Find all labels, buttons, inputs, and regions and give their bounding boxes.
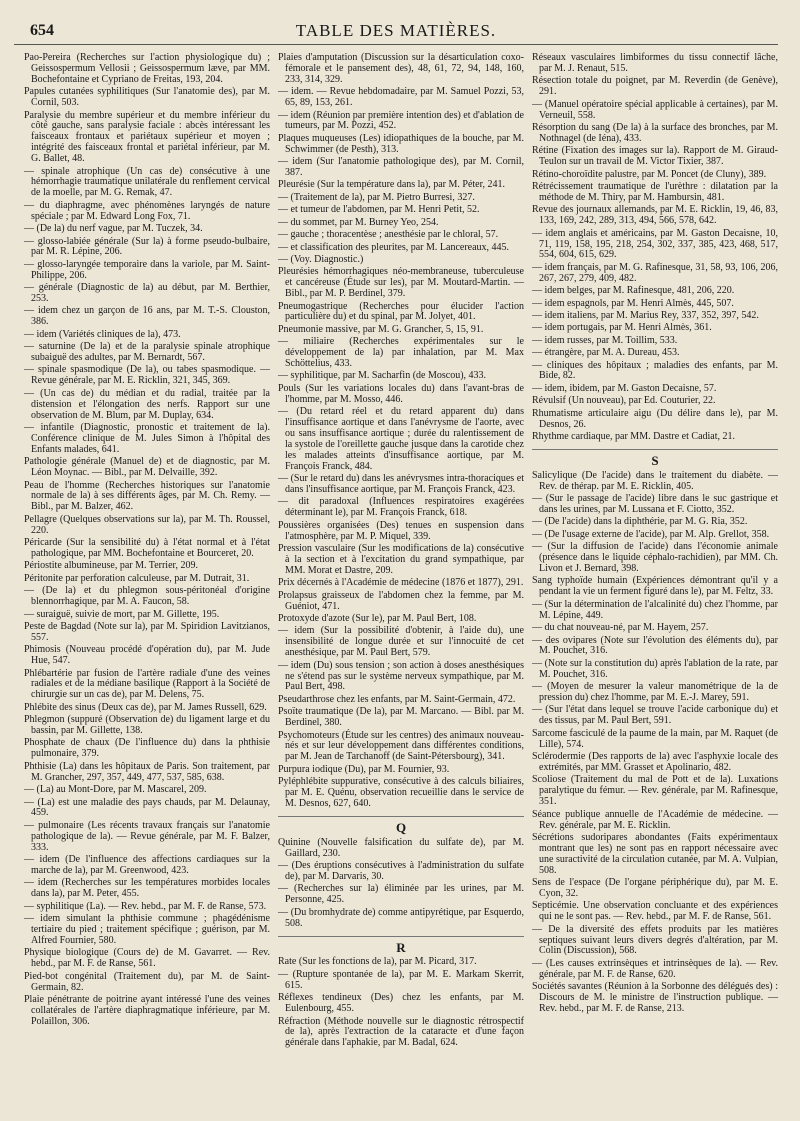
index-entry: Péricarde (Sur la sensibilité du) à l'état normal et à l'état pathologique, par MM. Bochefontaine et Bourceret, 20.	[24, 537, 270, 559]
index-entry: Rétine (Fixation des images sur la). Rapport de M. Giraud-Teulon sur un travail de M. Victor Tixier, 387.	[532, 145, 778, 168]
index-entry: Réflexes tendineux (Des) chez les enfants, par M. Eulenbourg, 455.	[278, 992, 524, 1015]
index-entry: — idem belges, par M. Rafinesque, 481, 206, 220.	[532, 285, 735, 297]
index-entry: — (Recherches sur la) éliminée par les urines, par M. Personne, 425.	[278, 883, 524, 906]
index-entry: Pathologie générale (Manuel de) et de diagnostic, par M. Léon Moynac. — Bibl., par M. Delvaille, 392.	[24, 456, 270, 479]
index-entry: Pseudarthrose chez les enfants, par M. Saint-Germain, 472.	[278, 693, 516, 705]
index-entry: Scoliose (Traitement du mal de Pott et de la). Luxations paralytique du fémur. — Rev. générale, par M. Rafinesque, 351.	[532, 774, 778, 808]
index-entry: Sécrétions sudoripares abondantes (Faits expérimentaux montrant que les) ne sont pas en rapport nécessaire avec une suractivité de la circulation cutanée, par M. A. Vulpian, 508.	[532, 831, 778, 876]
index-entry: — pulmonaire (Les récents travaux français sur l'anatomie pathologique de la). — Revue générale, par M. F. Balzer, 333.	[24, 819, 270, 853]
index-entry: Plaie pénétrante de poitrine ayant intéressé l'une des veines collatérales de l'artère diaphragmatique inférieure, par M. Polaillon, 306.	[24, 993, 270, 1027]
index-entry: Phthisie (La) dans les hôpitaux de Paris. Son traitement, par M. Grancher, 297, 357, 449, 477, 537, 585, 638.	[24, 760, 270, 783]
index-entry: Pleurésies hémorrhagiques néo-membraneuse, tuberculeuse et cancéreuse (Étude sur les), par M. Moutard-Martin. — Bibl., par M. P. Berdinel, 379.	[278, 266, 524, 300]
index-entry: — idem simulant la phthisie commune ; phagédénisme tertiaire du pied ; traitement spécifique ; guérison, par M. Alfred Fournier, 580.	[24, 913, 270, 946]
index-entry: Protoxyde d'azote (Sur le), par M. Paul Bert, 108.	[278, 613, 477, 624]
index-entry: Peste de Bagdad (Note sur la), par M. Spiridion Lavitzianos, 557.	[24, 620, 270, 643]
index-entry: Phlébite des sinus (Deux cas de), par M. James Russell, 629.	[24, 701, 267, 713]
index-entry: — idem (Variétés cliniques de la), 473.	[24, 328, 181, 340]
index-entry: — idem anglais et américains, par M. Gaston Decaisne, 10, 71, 119, 158, 195, 218, 254, 302, 337, 385, 423, 468, 517, 554, 604, 615, 629.	[532, 227, 778, 261]
index-entry: Réseaux vasculaires limbiformes du tissu connectif lâche, par M. J. Renaut, 515.	[532, 52, 778, 74]
index-entry: — idem. — Revue hebdomadaire, par M. Samuel Pozzi, 53, 65, 89, 153, 261.	[278, 86, 524, 109]
index-entry: — De la diversité des effets produits par les matières septiques suivant leurs divers degrés d'altération, par M. Colin (Discussion), 568.	[532, 923, 778, 957]
index-entry: — (De l'usage externe de l'acide), par M. Alp. Grellot, 358.	[532, 528, 770, 540]
index-entry: — (Sur la détermination de l'alcalinité du) chez l'homme, par M. Lépine, 449.	[532, 598, 778, 621]
index-entry: Psoïte traumatique (De la), par M. Marcano. — Bibl. par M. Berdinel, 380.	[278, 706, 524, 729]
index-entry: Quinine (Nouvelle falsification du sulfate de), par M. Gaillard, 230.	[278, 836, 524, 859]
section-letter: S	[532, 449, 778, 467]
index-entry: Réfraction (Méthode nouvelle sur le diagnostic rétrospectif de la), après l'extraction de la cataracte et d'une façon générale dans l'aphakie, par M. Badal, 624.	[278, 1015, 524, 1049]
index-entry: Phlegmon (suppuré (Observation de) du ligament large et du bassin, par M. Gillette, 138.	[24, 714, 270, 737]
index-entry: Phlébartérie par fusion de l'artère radiale d'une des veines radiales et de la médiane basilique (Rapport à la Société de chirurgie sur un cas de), par M. Delens, 75.	[24, 667, 270, 701]
index-entry: — (Du retard réel et du retard apparent du) dans l'insuffisance aortique et dans l'anévrysme de l'aorte, avec ou sans insuffisance aortique ; durée du ralentissement de la systole de l'oreillette gauche jusque dans la carotide chez les malades atteints d'insuffisance aortique, par M. François Franck, 484.	[278, 406, 524, 472]
index-entry: — idem (Sur la possibilité d'obtenir, à l'aide du), une insensibilité de longue durée et sur l'innocuité de cet anesthésique, par M. Paul Bert, 579.	[278, 625, 524, 659]
index-entry: Sarcome fasciculé de la paume de la main, par M. Raquet (de Lille), 574.	[532, 727, 778, 750]
index-entry: — miliaire (Recherches expérimentales sur le développement de la) par inhalation, par M. Max Schöttelius, 433.	[278, 336, 524, 370]
index-entry: — du diaphragme, avec phénomènes laryngés de nature spéciale ; par M. Edward Long Fox, 71.	[24, 199, 270, 222]
index-entry: — glosso-laryngée temporaire dans la variole, par M. Saint-Philippe, 206.	[24, 258, 270, 281]
index-entry: Salicylique (De l'acide) dans le traitement du diabète. — Rev. de thérap. par M. E. Ricklin, 405.	[532, 469, 778, 492]
index-entry: Rétrécissement traumatique de l'urèthre : dilatation par la méthode de M. Thiry, par M. Hambursin, 481.	[532, 180, 778, 203]
index-entry: Péritonite par perforation calculeuse, par M. Dutrait, 31.	[24, 572, 250, 584]
index-entry: Pression vasculaire (Sur les modifications de la) consécutive à la section et à l'excitation du grand sympathique, par MM. Morat et Dastre, 209.	[278, 543, 524, 576]
index-entry: — spinale atrophique (Un cas de) consécutive à une hémorrhagie traumatique unilatérale du renflement cervical de la moelle, par M. G. Remak, 47.	[24, 165, 270, 199]
index-columns	[14, 53, 778, 1051]
index-entry: — du sommet, par M. Burney Yeo, 254.	[278, 216, 439, 228]
index-entry: — (Des éruptions consécutives à l'administration du sulfate de), par M. Darvaris, 30.	[278, 860, 524, 883]
index-entry: — et classification des pleurites, par M. Lancereaux, 445.	[278, 241, 510, 253]
index-entry: Papules cutanées syphilitiques (Sur l'anatomie des), par M. Cornil, 503.	[24, 86, 270, 109]
index-entry: — saturnine (De la) et de la paralysie spinale atrophique subaiguë des adultes, par M. Bernardt, 567.	[24, 341, 270, 364]
index-entry: Révulsif (Un nouveau), par Ed. Couturier, 22.	[532, 395, 716, 407]
index-entry: Périostite albumineuse, par M. Terrier, 209.	[24, 560, 198, 572]
index-entry: — glosso-labiée générale (Sur la) à forme pseudo-bulbaire, par M. R. Lépine, 206.	[24, 235, 270, 258]
index-entry: Pied-bot congénital (Traitement du), par M. de Saint-Germain, 82.	[24, 970, 270, 993]
index-entry: — du chat nouveau-né, par M. Hayem, 257.	[532, 622, 709, 634]
index-entry: Séance publique annuelle de l'Académie de médecine. — Rev. générale, par M. E. Ricklin.	[532, 808, 778, 831]
index-entry: — idem russes, par M. Toillim, 533.	[532, 334, 678, 346]
index-entry: Pleurésie (Sur la température dans la), par M. Péter, 241.	[278, 179, 506, 191]
index-entry: — spinale spasmodique (De la), ou tabes spasmodique. — Revue générale, par M. E. Ricklin, 321, 345, 369.	[24, 364, 270, 387]
index-entry: — syphilitique, par M. Sacharfin (de Moscou), 433.	[278, 370, 487, 382]
index-entry: — (Moyen de mesurer la valeur manométrique de la de pression du) chez l'homme, par M. E.-J. Marey, 591.	[532, 681, 778, 704]
index-entry: Poussières organisées (Des) tenues en suspension dans l'atmosphère, par M. P. Miquel, 339.	[278, 519, 524, 542]
index-entry: Physique biologique (Cours de) de M. Gavarret. — Rev. hebd., par M. F. de Ranse, 561.	[24, 947, 270, 970]
index-entry: Résorption du sang (De la) à la surface des bronches, par M. Nothnagel (de Iéna), 433.	[532, 121, 778, 144]
index-entry: — idem (Recherches sur les températures morbides locales dans la), par M. Peter, 455.	[24, 877, 270, 900]
page-header	[14, 18, 778, 45]
index-entry: — idem français, par M. G. Rafinesque, 31, 58, 93, 106, 206, 267, 267, 279, 409, 482.	[532, 261, 778, 284]
index-column-left	[24, 53, 270, 1051]
index-entry: — (Sur le retard du) dans les anévrysmes intra-thoraciques et dans l'insuffisance aortique, par M. François Franck, 423.	[278, 473, 524, 496]
index-entry: — (Manuel opératoire spécial applicable à certaines), par M. Verneuil, 558.	[532, 98, 778, 121]
index-entry: — (De l'acide) dans la diphthérie, par M. G. Ria, 352.	[532, 516, 748, 528]
index-entry: Psychomoteurs (Étude sur les centres) des animaux nouveau-nés et sur leur développement dans différentes conditions, par M. Jean de Tarchanoff (de Saint-Pétersbourg), 341.	[278, 729, 524, 763]
index-entry: Rhumatisme articulaire aigu (Du délire dans le), par M. Desnos, 26.	[532, 407, 778, 430]
index-entry: — (Traitement de la), par M. Pietro Burresi, 327.	[278, 191, 475, 203]
index-entry: Pneumonie massive, par M. G. Grancher, 5, 15, 91.	[278, 323, 484, 335]
index-entry: Rétino-choroïdite palustre, par M. Poncet (de Cluny), 389.	[532, 168, 767, 180]
index-entry: Résection totale du poignet, par M. Reverdin (de Genève), 291.	[532, 75, 778, 98]
index-entry: Purpura iodique (Du), par M. Fournier, 93.	[278, 763, 450, 775]
index-entry: — (De la) du nerf vague, par M. Tuczek, 34.	[24, 223, 203, 235]
index-entry: Pao-Pereira (Recherches sur l'action physiologique du) ; Geissospermum Vellosii ; Geissospermum læve, par MM. Bochefontaine et Cypriano de Freitas, 193, 204.	[24, 52, 270, 85]
index-entry: — idem (De l'influence des affections cardiaques sur la marche de la), par M. Greenwood, 423.	[24, 854, 270, 876]
index-entry: — suraiguë, suivie de mort, par M. Gillette, 195.	[24, 608, 220, 620]
index-entry: — gauche ; thoracentèse ; anesthésie par le chloral, 57.	[278, 229, 499, 241]
index-entry: Pellagre (Quelques observations sur la), par M. Th. Roussel, 220.	[24, 513, 270, 536]
index-entry: — infantile (Diagnostic, pronostic et traitement de la). Conférence clinique de M. Jules Simon à l'hôpital des Enfants malades, 641.	[24, 422, 270, 455]
index-column-right	[532, 53, 778, 1051]
index-entry: — idem (Réunion par première intention des) et d'ablation de tumeurs, par M. Pozzi, 452.	[278, 109, 524, 132]
index-entry: — (Les causes extrinsèques et intrinsèques de la). — Rev. générale, par M. F. de Ranse, 620.	[532, 957, 778, 980]
index-entry: Sang typhoïde humain (Expériences démontrant qu'il y a pendant la vie un ferment figuré dans le), par M. Feltz, 33.	[532, 575, 778, 598]
index-entry: — idem italiens, par M. Marius Rey, 337, 352, 397, 542.	[532, 309, 759, 321]
index-entry: — (Note sur la constitution du) après l'ablation de la rate, par M. Pouchet, 316.	[532, 657, 778, 680]
index-entry: Rate (Sur les fonctions de la), par M. Picard, 317.	[278, 956, 477, 968]
index-entry: — syphilitique (La). — Rev. hebd., par M. F. de Ranse, 573.	[24, 900, 267, 912]
index-entry: — (Du bromhydrate de) comme antipyrétique, par Esquerdo, 508.	[278, 906, 524, 929]
index-entry: — (Voy. Diagnostic.)	[278, 253, 364, 265]
index-entry: Prix décernés à l'Académie de médecine (1876 et 1877), 291.	[278, 577, 524, 589]
index-entry: — (De la) et du phlegmon sous-péritonéal d'origine blennorrhagique, par M. A. Faucon, 58.	[24, 585, 270, 608]
index-entry: Sens de l'espace (De l'organe périphérique du), par M. E. Cyon, 32.	[532, 877, 778, 899]
index-entry: — idem (Sur l'anatomie pathologique des), par M. Cornil, 387.	[278, 156, 524, 179]
page-title: TABLE DES MATIÈRES.	[295, 21, 497, 40]
index-entry: — générale (Diagnostic de la) au début, par M. Berthier, 253.	[24, 282, 270, 305]
index-entry: Prolapsus graisseux de l'abdomen chez la femme, par M. Guéniot, 471.	[278, 589, 524, 612]
index-entry: — (La) est une maladie des pays chauds, par M. Delaunay, 459.	[24, 796, 270, 819]
index-entry: — (Rupture spontanée de la), par M. E. Markam Skerrit, 615.	[278, 968, 524, 991]
index-entry: Septicémie. Une observation concluante et des expériences qui ne le sont pas. — Rev. hebd., par M. F. de Ranse, 561.	[532, 900, 778, 923]
index-entry: Pouls (Sur les variations locales du) dans l'avant-bras de l'homme, par M. Mosso, 446.	[278, 382, 524, 405]
index-entry: — (Sur le passage de l'acide) libre dans le suc gastrique et dans les urines, par M. Lussana et F. Ciotto, 352.	[532, 493, 778, 516]
index-entry: Phosphate de chaux (De l'influence du) dans la phthisie pulmonaire, 379.	[24, 737, 270, 760]
index-entry: Paralysie du membre supérieur et du membre inférieur du côté gauche, sans paralysie faciale : abcès intéressant les faisceaux frontaux et pariétaux supérieur et moyen ; intégrité des faisceaux frontal et pariétal inférieur, par M. G. Ballet, 48.	[24, 109, 270, 165]
section-letter: R	[278, 936, 524, 954]
index-entry: — idem chez un garçon de 16 ans, par M. T.-S. Clouston, 386.	[24, 305, 270, 328]
index-entry: Revue des journaux allemands, par M. E. Ricklin, 19, 46, 83, 133, 169, 242, 289, 313, 494, 566, 578, 642.	[532, 204, 778, 227]
index-entry: — (Sur l'état dans lequel se trouve l'acide carbonique du) et des tissus, par M. Paul Bert, 591.	[532, 704, 778, 727]
index-entry: Pyléphlébite suppurative, consécutive à des calculs biliaires, par M. E. Quénu, observation recueillie dans le service de M. Desnos, 627, 640.	[278, 776, 524, 809]
index-entry: — étrangère, par M. A. Dureau, 453.	[532, 347, 680, 359]
index-entry: — idem, ibidem, par M. Gaston Decaisne, 57.	[532, 382, 717, 394]
index-entry: Sclérodermie (Des rapports de la) avec l'asphyxie locale des extrémités, par MM. Grasset et Apolinario, 482.	[532, 751, 778, 773]
index-entry: Pneumogastrique (Recherches pour élucider l'action particulière du) et du spinal, par M. Jolyet, 401.	[278, 300, 524, 323]
index-entry: — idem portugais, par M. Henri Almès, 361.	[532, 322, 712, 334]
index-entry: Sociétés savantes (Réunion à la Sorbonne des délégués des) : Discours de M. le ministre de l'instruction publique. — Rev. hebd., par M. F. de Ranse, 213.	[532, 981, 778, 1014]
index-entry: Phimosis (Nouveau procédé d'opération du), par M. Jude Hue, 547.	[24, 644, 270, 667]
index-entry: — et tumeur de l'abdomen, par M. Henri Petit, 52.	[278, 204, 480, 216]
index-entry: Rhythme cardiaque, par MM. Dastre et Cadiat, 21.	[532, 431, 735, 442]
index-entry: — (La) au Mont-Dore, par M. Mascarel, 209.	[24, 784, 207, 796]
page-number: 654	[30, 22, 54, 39]
index-entry: — dit paradoxal (Influences respiratoires exagérées déterminant le), par M. François Franck, 618.	[278, 496, 524, 519]
index-entry: Plaies d'amputation (Discussion sur la désarticulation coxo-fémorale et le pansement des), 48, 61, 72, 94, 148, 160, 233, 314, 329.	[278, 52, 524, 85]
index-entry: — des ovipares (Note sur l'évolution des éléments du), par M. Pouchet, 316.	[532, 634, 778, 657]
index-entry: — idem (Du) sous tension ; son action à doses anesthésiques ne s'étend pas sur le système nerveux sympathique, par M. Paul Bert, 498.	[278, 659, 524, 693]
index-entry: Peau de l'homme (Recherches historiques sur l'anatomie normale de la) à ses différents âges, par M. Ch. Remy. — Bibl., par M. Balzer, 462.	[24, 479, 270, 513]
index-entry: — idem espagnols, par M. Henri Almès, 445, 507.	[532, 297, 734, 309]
index-entry: Plaques muqueuses (Les) idiopathiques de la bouche, par M. Schwimmer (de Pesth), 313.	[278, 132, 524, 155]
index-entry: — cliniques des hôpitaux ; maladies des enfants, par M. Bide, 82.	[532, 359, 778, 382]
index-entry: — (Un cas de) du médian et du radial, traitée par la distension et l'élongation des nerfs. Rapport sur une observation de M. Blum, par M. Duplay, 634.	[24, 387, 270, 421]
index-entry: — (Sur la diffusion de l'acide) dans l'économie animale (présence dans le liquide céphalo-rachidien), par MM. Ch. Livon et J. Bernard, 398.	[532, 541, 778, 575]
section-letter: Q	[278, 816, 524, 834]
index-column-middle	[278, 53, 524, 1051]
